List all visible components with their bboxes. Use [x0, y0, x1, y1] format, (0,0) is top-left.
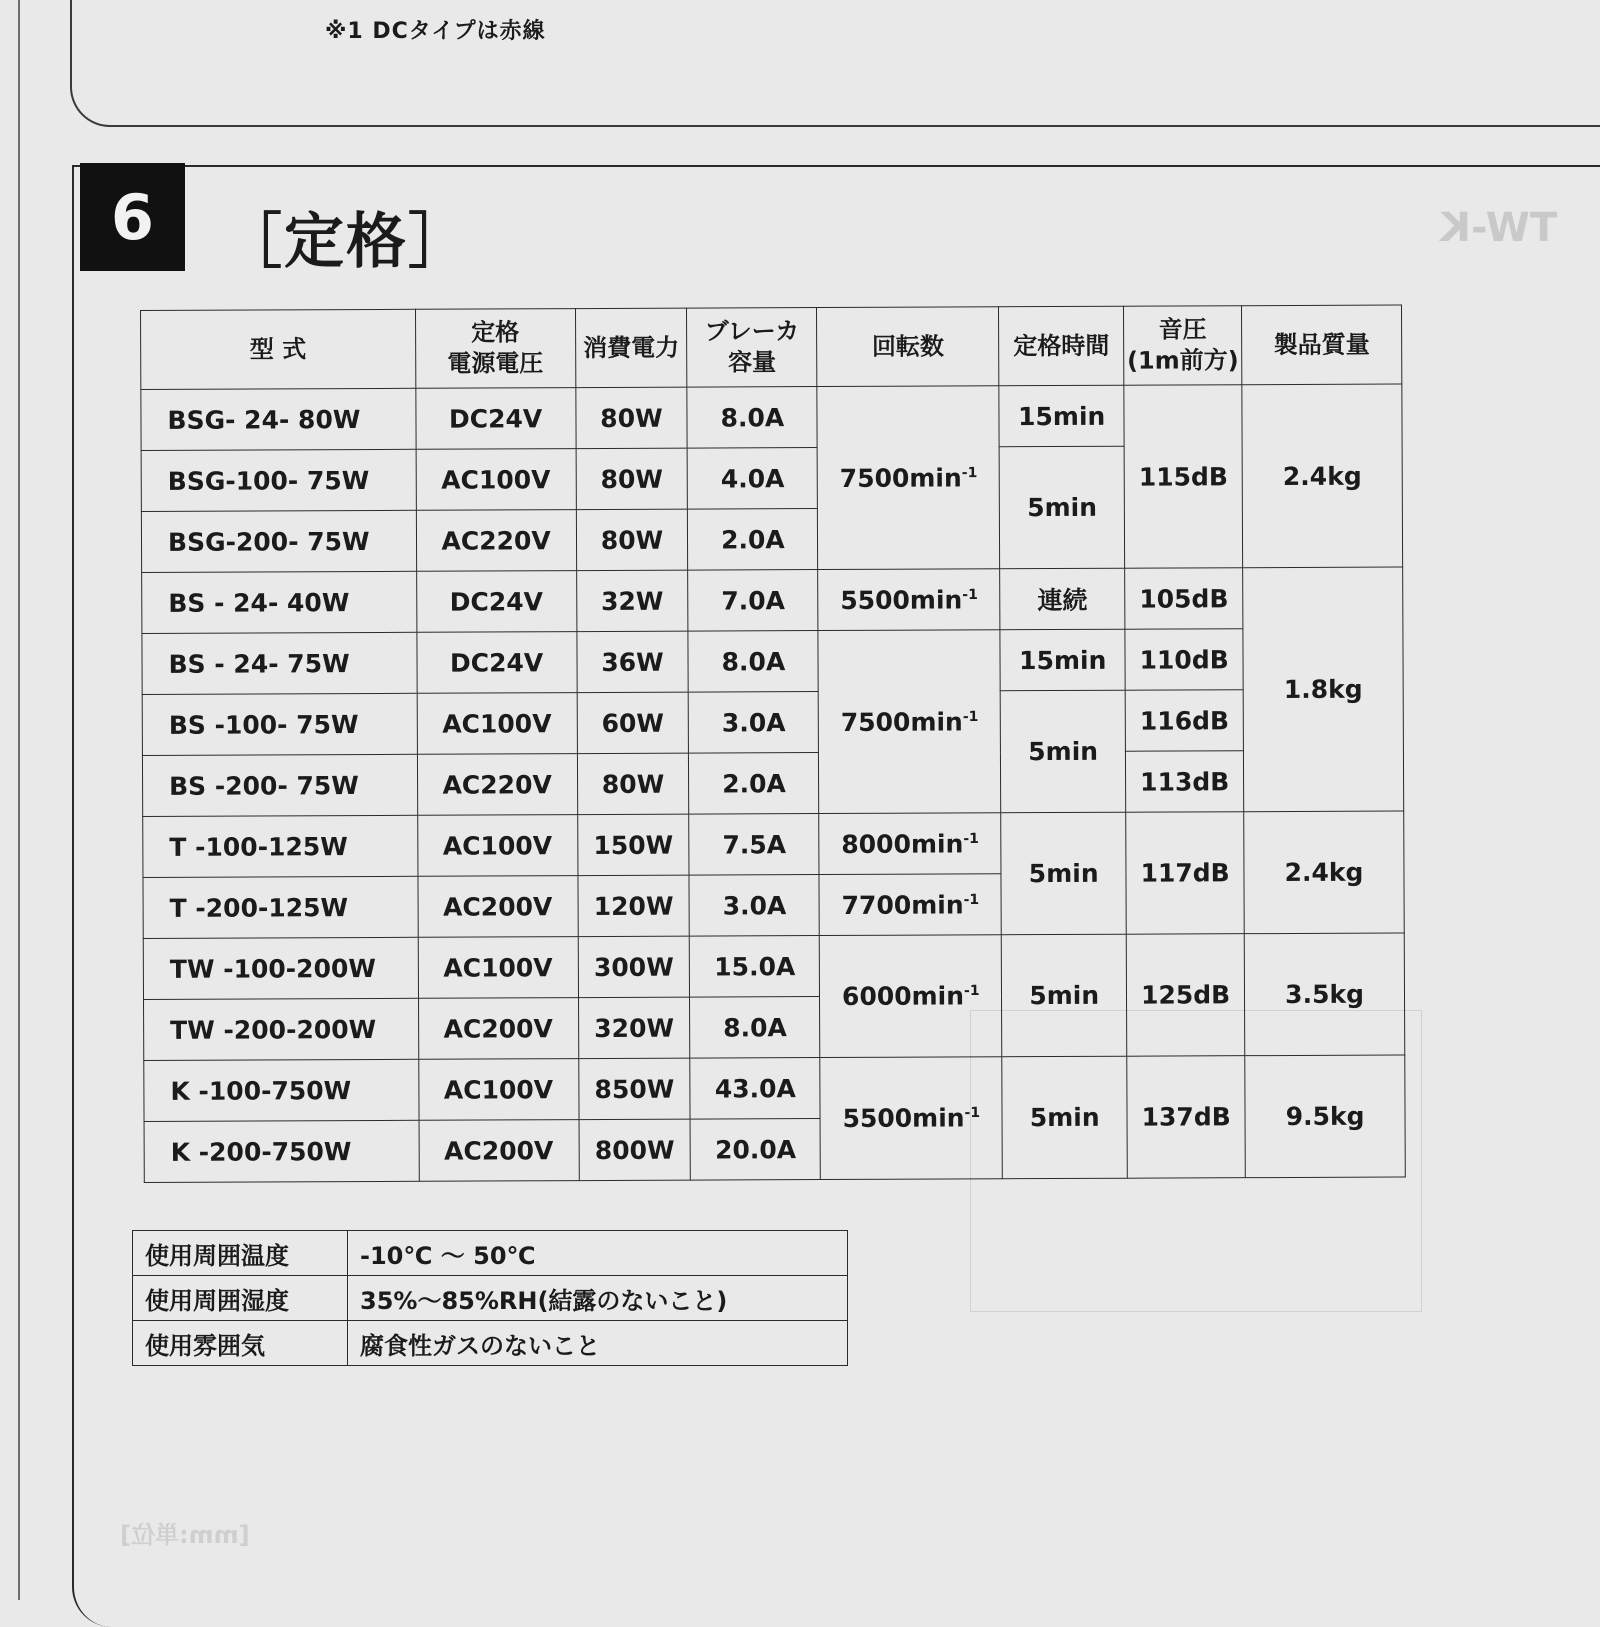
breaker-cell: 2.0A [688, 509, 818, 571]
power-cell: 80W [577, 753, 689, 814]
power-cell: 300W [578, 936, 690, 997]
table-row [141, 384, 1402, 451]
rating-time-cell: 連続 [1000, 568, 1125, 630]
power-cell: 320W [578, 997, 690, 1058]
header-mass: 製品質量 [1242, 305, 1402, 385]
environment-table [132, 1230, 848, 1366]
mass-cell: 2.4kg [1244, 811, 1404, 934]
page-edge-line [18, 0, 20, 1600]
environment-label: 使用周囲湿度 [133, 1276, 348, 1321]
sound-cell: 115dB [1124, 385, 1243, 569]
rating-time-cell: 15min [999, 385, 1124, 447]
table-row [142, 628, 1403, 695]
header-sound: 音圧 (1m前方) [1124, 306, 1242, 386]
power-cell: 80W [575, 387, 687, 448]
sound-cell: 110dB [1125, 629, 1243, 691]
sound-cell: 117dB [1126, 812, 1244, 935]
sound-cell: 116dB [1125, 690, 1243, 752]
voltage-cell: DC24V [416, 571, 576, 633]
voltage-cell: AC200V [418, 998, 578, 1060]
model-cell: BS - 24- 75W [142, 632, 417, 694]
model-cell: TW -100-200W [143, 937, 418, 999]
table-header-row [141, 305, 1402, 390]
rating-time-cell: 5min [1001, 934, 1126, 1057]
environment-label: 使用雰囲気 [133, 1321, 348, 1366]
sound-cell: 105dB [1125, 568, 1243, 630]
power-cell: 80W [576, 509, 688, 570]
breaker-cell: 15.0A [690, 936, 820, 998]
voltage-cell: DC24V [415, 388, 575, 450]
breaker-cell: 3.0A [689, 875, 819, 937]
power-cell: 850W [578, 1058, 690, 1119]
rpm-cell: $5500\min^{-1}$ [820, 1057, 1002, 1180]
header-rating-time: 定格時間 [999, 306, 1124, 386]
model-cell: K -200-750W [144, 1120, 419, 1182]
power-cell: 120W [578, 875, 690, 936]
power-cell: 36W [576, 631, 688, 692]
header-power: 消費電力 [575, 308, 687, 387]
section-title: ［定格］ [222, 207, 470, 277]
environment-label: 使用周囲温度 [133, 1231, 348, 1276]
rating-time-cell: 5min [1000, 690, 1125, 813]
model-cell: TW -200-200W [144, 998, 419, 1060]
environment-value: 35%～85%RH(結露のないこと) [348, 1276, 848, 1321]
model-cell: T -200-125W [143, 876, 418, 938]
breaker-cell: 8.0A [690, 997, 820, 1059]
voltage-cell: DC24V [417, 632, 577, 694]
rpm-cell: $8000\min^{-1}$ [819, 813, 1001, 875]
header-voltage: 定格 電源電圧 [415, 309, 575, 389]
voltage-cell: AC100V [418, 1059, 578, 1121]
voltage-cell: AC100V [417, 815, 577, 877]
breaker-cell: 20.0A [690, 1119, 820, 1181]
model-cell: BSG- 24- 80W [141, 388, 416, 450]
rating-time-cell: 5min [999, 446, 1124, 569]
table-row [142, 689, 1403, 756]
table-row [142, 567, 1403, 634]
breaker-cell: 43.0A [690, 1058, 820, 1120]
sound-cell: 137dB [1127, 1056, 1245, 1179]
sound-cell: 125dB [1126, 934, 1244, 1057]
voltage-cell: AC200V [418, 876, 578, 938]
show-through-text: TW-K [1440, 205, 1558, 251]
show-through-unit-label: [mm:単位] [120, 1521, 250, 1549]
voltage-cell: AC100V [417, 693, 577, 755]
rpm-cell: $5500\min^{-1}$ [818, 569, 1000, 631]
table-row [142, 750, 1403, 817]
rating-time-cell: 5min [1001, 812, 1126, 935]
breaker-cell: 4.0A [688, 448, 818, 510]
environment-value: -10℃ ～ 50℃ [348, 1231, 848, 1276]
mass-cell: 1.8kg [1243, 567, 1404, 812]
breaker-cell: 3.0A [689, 692, 819, 754]
sound-cell: 113dB [1126, 751, 1244, 813]
section-number: 6 [80, 163, 185, 271]
mass-cell: 9.5kg [1245, 1055, 1405, 1178]
header-model: 型 式 [141, 309, 416, 389]
rpm-cell: $6000\min^{-1}$ [820, 935, 1002, 1058]
environment-row [133, 1276, 848, 1321]
model-cell: BS -200- 75W [142, 754, 417, 816]
model-cell: BSG-200- 75W [141, 510, 416, 572]
voltage-cell: AC220V [417, 754, 577, 816]
model-cell: T -100-125W [143, 815, 418, 877]
power-cell: 800W [579, 1119, 691, 1180]
previous-section-box [70, 0, 1600, 127]
power-cell: 32W [576, 570, 688, 631]
model-cell: BSG-100- 75W [141, 449, 416, 511]
environment-row [133, 1321, 848, 1366]
breaker-cell: 7.0A [688, 570, 818, 632]
power-cell: 80W [576, 448, 688, 509]
environment-row [133, 1231, 848, 1276]
rpm-cell: $7700\min^{-1}$ [819, 874, 1001, 936]
voltage-cell: AC100V [416, 449, 576, 511]
model-cell: K -100-750W [144, 1059, 419, 1121]
header-rpm: 回転数 [817, 307, 999, 387]
voltage-cell: AC200V [419, 1120, 579, 1182]
breaker-cell: 2.0A [689, 753, 819, 815]
rating-time-cell: 15min [1000, 629, 1125, 691]
power-cell: 150W [577, 814, 689, 875]
table-row [144, 1055, 1405, 1122]
rating-time-cell: 5min [1002, 1056, 1127, 1179]
voltage-cell: AC220V [416, 510, 576, 572]
mass-cell: 3.5kg [1244, 933, 1404, 1056]
mass-cell: 2.4kg [1242, 384, 1403, 568]
environment-value: 腐食性ガスのないこと [348, 1321, 848, 1366]
table-row [143, 811, 1404, 878]
rpm-cell: $7500\min^{-1}$ [817, 386, 1000, 570]
table-row [143, 933, 1404, 1000]
breaker-cell: 7.5A [689, 814, 819, 876]
rpm-cell: $7500\min^{-1}$ [818, 630, 1001, 814]
breaker-cell: 8.0A [687, 387, 817, 449]
model-cell: BS - 24- 40W [142, 571, 417, 633]
breaker-cell: 8.0A [688, 631, 818, 693]
header-breaker: ブレーカ 容量 [687, 308, 817, 388]
footnote: ※1 DCタイプは赤線 [325, 19, 546, 44]
power-cell: 60W [577, 692, 689, 753]
rating-table [140, 304, 1406, 1182]
model-cell: BS -100- 75W [142, 693, 417, 755]
voltage-cell: AC100V [418, 937, 578, 999]
